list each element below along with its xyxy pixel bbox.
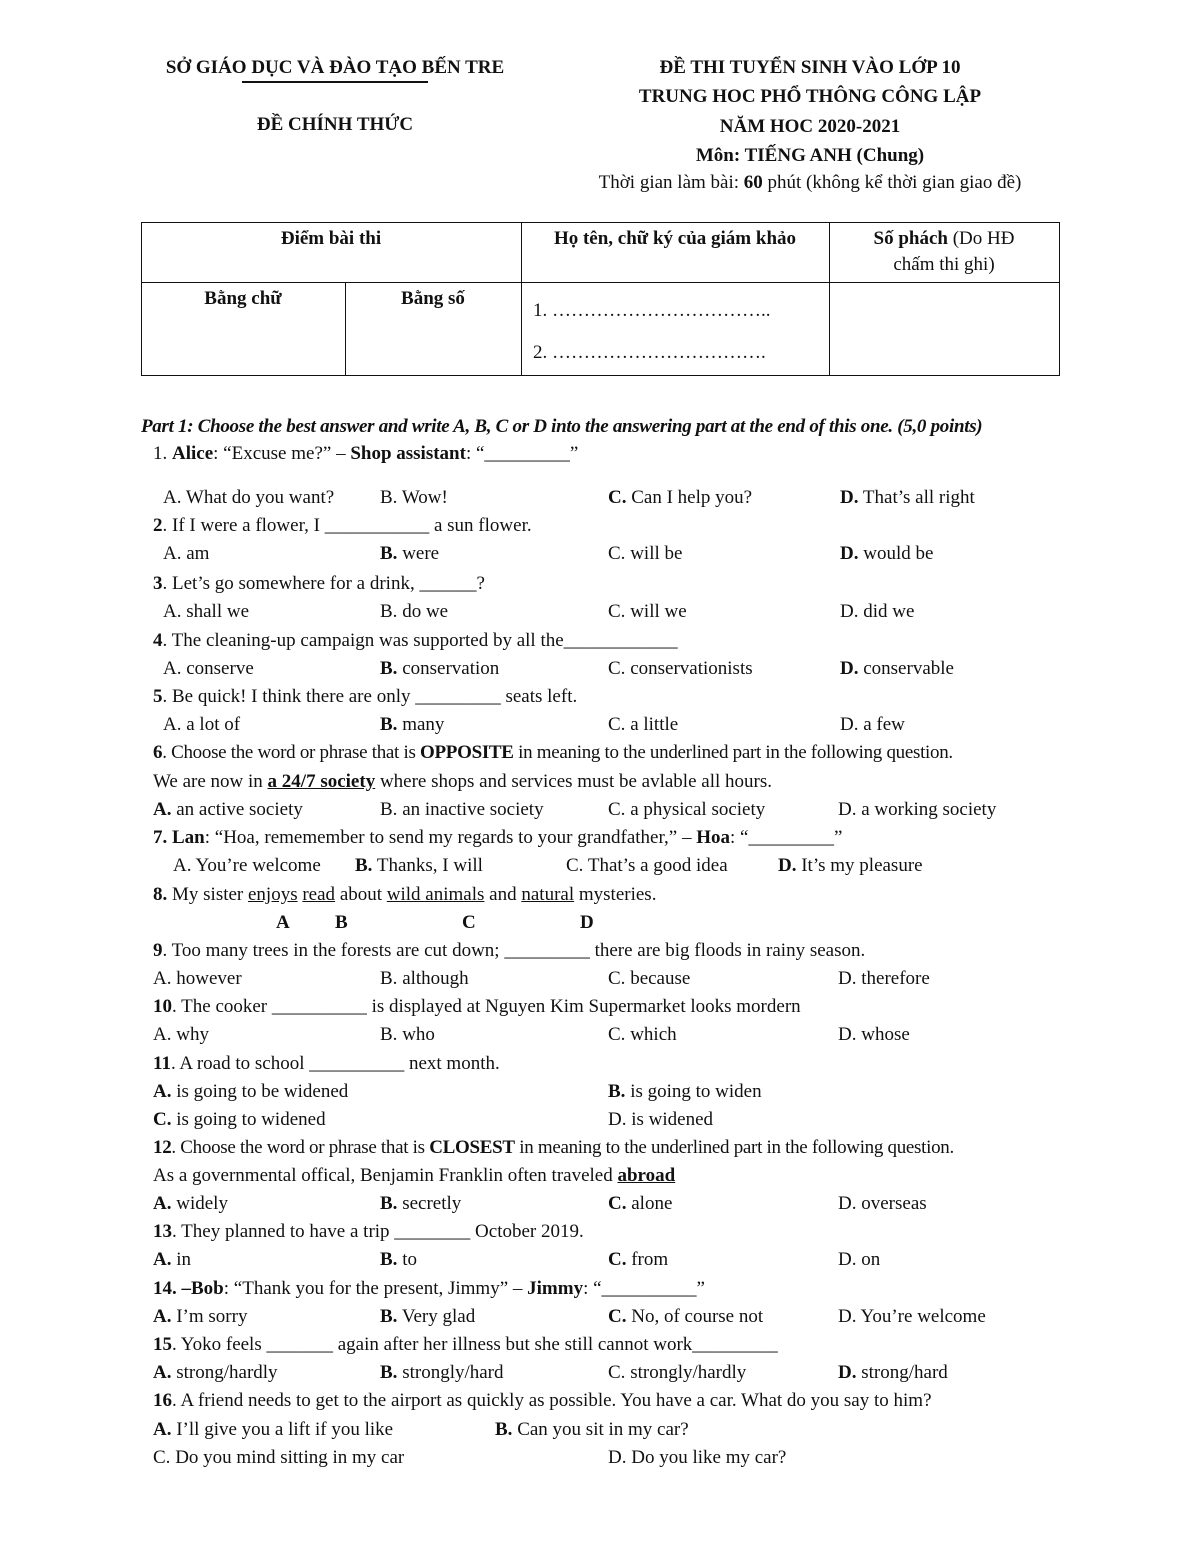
q11-option-c[interactable]: C. is going to widened (153, 1109, 326, 1130)
q12-option-b[interactable]: B. secretly (380, 1193, 462, 1214)
q13-option-c[interactable]: C. from (608, 1249, 669, 1270)
part1-title: Part 1: Choose the best answer and write A, B, C or D into the answering part at the end of this one. (5,0 points) (141, 416, 983, 437)
q10-option-d[interactable]: D. whose (838, 1024, 910, 1045)
q1-option-a[interactable]: A. What do you want? (163, 487, 335, 508)
q8-label-c[interactable]: C (462, 912, 476, 933)
q2-option-d[interactable]: D. would be (840, 543, 934, 564)
q14-option-c[interactable]: C. No, of course not (608, 1306, 764, 1327)
department-name: SỞ GIÁO DỤC VÀ ĐÀO TẠO BẾN TRE (165, 57, 505, 78)
q9-option-b[interactable]: B. although (380, 968, 469, 989)
q5-option-d[interactable]: D. a few (840, 714, 905, 735)
question-4: 4. The cleaning-up campaign was supported by all the____________ (153, 630, 678, 651)
question-1: 1. Alice: “Excuse me?” – Shop assistant: “_________” (153, 443, 579, 464)
q3-option-b[interactable]: B. do we (380, 601, 449, 622)
exam-title: ĐỀ THI TUYỂN SINH VÀO LỚP 10 (659, 57, 961, 78)
q15-option-b[interactable]: B. strongly/hard (380, 1362, 504, 1383)
subject: Môn: TIẾNG ANH (Chung) (695, 145, 925, 166)
q15-option-a[interactable]: A. strong/hardly (153, 1362, 278, 1383)
q16-option-b[interactable]: B. Can you sit in my car? (495, 1419, 689, 1440)
header-divider (242, 81, 428, 83)
question-13: 13. They planned to have a trip ________ October 2019. (153, 1221, 584, 1242)
question-15: 15. Yoko feels _______ again after her illness but she still cannot work_________ (153, 1334, 778, 1355)
score-header: Điểm bài thi (280, 228, 382, 249)
question-2: 2. If I were a flower, I ___________ a sun flower. (153, 515, 532, 536)
q7-option-a[interactable]: A. You’re welcome (173, 855, 321, 876)
score-table (141, 222, 1060, 376)
q1-option-d[interactable]: D. That’s all right (840, 487, 975, 508)
q13-option-d[interactable]: D. on (838, 1249, 881, 1270)
q12-option-d[interactable]: D. overseas (838, 1193, 927, 1214)
q5-option-b[interactable]: B. many (380, 714, 445, 735)
q4-option-b[interactable]: B. conservation (380, 658, 500, 679)
q16-option-a[interactable]: A. I’ll give you a lift if you like (153, 1419, 394, 1440)
q14-option-d[interactable]: D. You’re welcome (838, 1306, 986, 1327)
q4-option-a[interactable]: A. conserve (163, 658, 254, 679)
question-12: 12. Choose the word or phrase that is CLOSEST in meaning to the underlined part in the following question. (153, 1137, 954, 1158)
school-type: TRUNG HOC PHỔ THÔNG CÔNG LẬP (638, 86, 982, 107)
question-12-sentence: As a governmental offical, Benjamin Franklin often traveled abroad (153, 1165, 676, 1186)
q11-option-b[interactable]: B. is going to widen (608, 1081, 762, 1102)
q7-option-c[interactable]: C. That’s a good idea (566, 855, 728, 876)
question-14: 14. –Bob: “Thank you for the present, Jimmy” – Jimmy: “__________” (153, 1278, 705, 1299)
q11-option-a[interactable]: A. is going to be widened (153, 1081, 349, 1102)
q9-option-d[interactable]: D. therefore (838, 968, 930, 989)
q16-option-d[interactable]: D. Do you like my car? (608, 1447, 787, 1468)
examiner-line-1[interactable]: 1. …………………………….. (533, 300, 771, 321)
time-allowed: Thời gian làm bài: 60 phút (không kể thời gian giao đề) (598, 172, 1022, 193)
q11-option-d[interactable]: D. is widened (608, 1109, 714, 1130)
q9-option-c[interactable]: C. because (608, 968, 691, 989)
q15-option-d[interactable]: D. strong/hard (838, 1362, 948, 1383)
q6-option-a[interactable]: A. an active society (153, 799, 303, 820)
q12-option-a[interactable]: A. widely (153, 1193, 228, 1214)
question-7: 7. Lan: “Hoa, rememember to send my regards to your grandfather,” – Hoa: “_________” (153, 827, 843, 848)
q7-option-b[interactable]: B. Thanks, I will (355, 855, 483, 876)
q12-option-c[interactable]: C. alone (608, 1193, 673, 1214)
q16-option-c[interactable]: C. Do you mind sitting in my car (153, 1447, 405, 1468)
q10-option-b[interactable]: B. who (380, 1024, 435, 1045)
q10-option-a[interactable]: A. why (153, 1024, 209, 1045)
q8-label-a[interactable]: A (276, 912, 290, 933)
examiner-header: Họ tên, chữ ký của giám khảo (553, 228, 797, 249)
question-11: 11. A road to school __________ next month. (153, 1053, 500, 1074)
q6-option-b[interactable]: B. an inactive society (380, 799, 544, 820)
school-year: NĂM HOC 2020-2021 (719, 116, 901, 137)
score-in-numbers-header: Bằng số (401, 288, 465, 309)
q8-label-b[interactable]: B (335, 912, 348, 933)
question-5: 5. Be quick! I think there are only _________ seats left. (153, 686, 578, 707)
q14-option-a[interactable]: A. I’m sorry (153, 1306, 248, 1327)
q5-option-c[interactable]: C. a little (608, 714, 679, 735)
question-8: 8. My sister enjoys read about wild animals and natural mysteries. (153, 884, 657, 905)
q1-option-c[interactable]: C. Can I help you? (608, 487, 753, 508)
question-6-sentence: We are now in a 24/7 society where shops and services must be avlable all hours. (153, 771, 772, 792)
q15-option-c[interactable]: C. strongly/hardly (608, 1362, 747, 1383)
question-6: 6. Choose the word or phrase that is OPPOSITE in meaning to the underlined part in the following question. (153, 742, 953, 763)
q2-option-c[interactable]: C. will be (608, 543, 683, 564)
question-10: 10. The cooker __________ is displayed at Nguyen Kim Supermarket looks mordern (153, 996, 801, 1017)
question-16: 16. A friend needs to get to the airport as quickly as possible. You have a car. What do you say to him? (153, 1390, 932, 1411)
question-3: 3. Let’s go somewhere for a drink, ______? (153, 573, 485, 594)
q2-option-a[interactable]: A. am (163, 543, 210, 564)
examiner-line-2[interactable]: 2. ……………………………. (533, 342, 766, 363)
serial-header: Số phách (Do HĐ chấm thi ghi) (873, 228, 1015, 275)
q4-option-d[interactable]: D. conservable (840, 658, 954, 679)
q10-option-c[interactable]: C. which (608, 1024, 677, 1045)
q8-label-d[interactable]: D (580, 912, 594, 933)
q3-option-d[interactable]: D. did we (840, 601, 915, 622)
q4-option-c[interactable]: C. conservationists (608, 658, 753, 679)
question-9: 9. Too many trees in the forests are cut down; _________ there are big floods in rainy season. (153, 940, 866, 961)
q14-option-b[interactable]: B. Very glad (380, 1306, 476, 1327)
q13-option-a[interactable]: A. in (153, 1249, 192, 1270)
q3-option-c[interactable]: C. will we (608, 601, 687, 622)
score-in-words-header: Bằng chữ (204, 288, 282, 309)
q9-option-a[interactable]: A. however (153, 968, 242, 989)
q2-option-b[interactable]: B. were (380, 543, 440, 564)
official-exam-label: ĐỀ CHÍNH THỨC (256, 114, 414, 135)
q3-option-a[interactable]: A. shall we (163, 601, 250, 622)
q1-option-b[interactable]: B. Wow! (380, 487, 448, 508)
q13-option-b[interactable]: B. to (380, 1249, 417, 1270)
q6-option-c[interactable]: C. a physical society (608, 799, 766, 820)
q6-option-d[interactable]: D. a working society (838, 799, 997, 820)
q5-option-a[interactable]: A. a lot of (163, 714, 241, 735)
q7-option-d[interactable]: D. It’s my pleasure (778, 855, 923, 876)
